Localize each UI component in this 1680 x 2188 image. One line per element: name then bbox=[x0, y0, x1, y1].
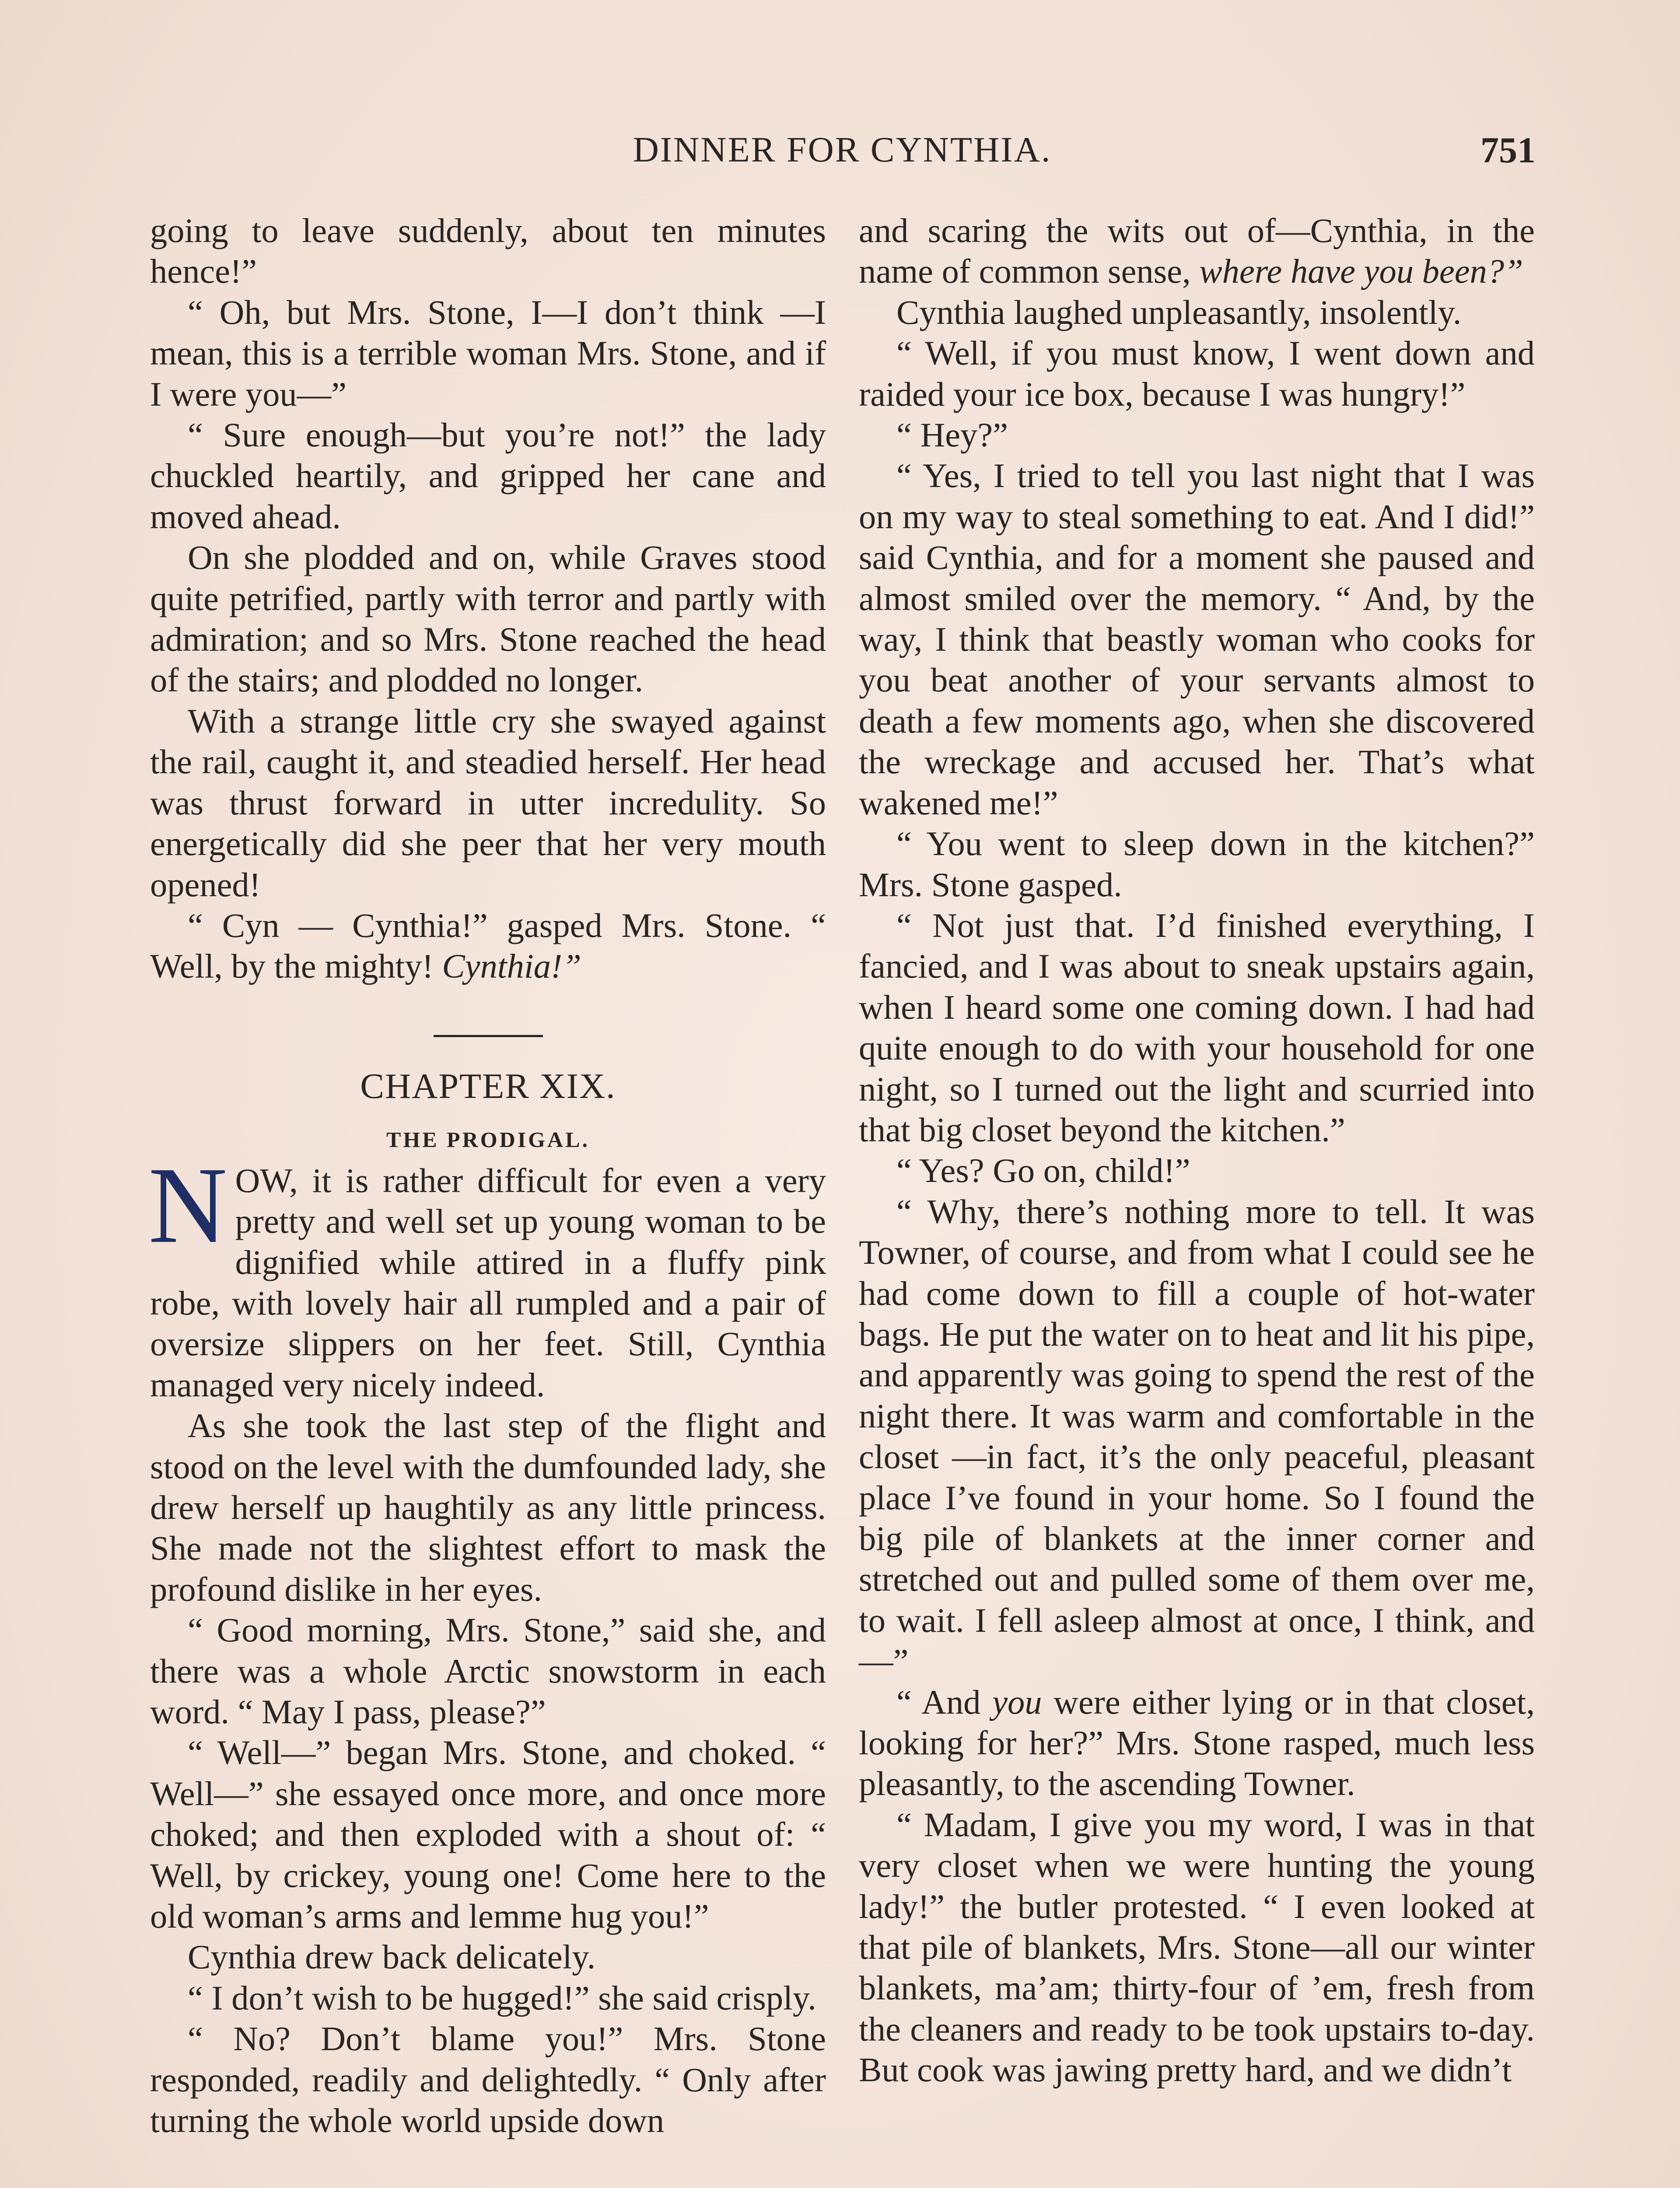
paragraph: “ Oh, but Mrs. Stone, I—I don’t think —I mean, this is a terrible woman Mrs. Stone, and if I were you—” bbox=[150, 293, 826, 413]
paragraph: “ Good morning, Mrs. Stone,” said she, and there was a whole Arctic snowstorm in each word. “ May I pass, please?” bbox=[150, 1611, 826, 1731]
running-head bbox=[149, 129, 1536, 177]
paragraph: “ Well—” began Mrs. Stone, and choked. “ Well—” she essayed once more, and once more choked; and then exploded with a shout of: “ Well, by crickey, young one! Come here to the old woman’s arms and lemme hug you!” bbox=[150, 1733, 826, 1936]
paragraph bbox=[150, 905, 826, 987]
paragraph-text: OW, it is rather difficult for even a very pretty and well set up young woman to be dignified while attired in a fluffy pink robe, with lovely hair all rumpled and a pair of oversize slippers on her feet. Still, Cynthia managed very nicely indeed. bbox=[150, 1161, 826, 1404]
chapter-subtitle: THE PRODIGAL. bbox=[386, 1127, 590, 1152]
running-title: DINNER FOR CYNTHIA. bbox=[633, 130, 1052, 169]
paragraph: Cynthia drew back delicately. bbox=[188, 1938, 596, 1976]
chapter-heading: CHAPTER XIX. bbox=[360, 1066, 616, 1106]
paragraph: “ Yes? Go on, child!” bbox=[896, 1151, 1190, 1190]
paragraph: “ Why, there’s nothing more to tell. It was Towner, of course, and from what I could see he had come down to fill a couple of hot-water bags. He put the water on to heat and lit his pipe, and apparently was going to spend the rest of the night there. It was warm and comfortable in the closet —in fact, it’s the only peaceful, pleasant place I’ve found in your home. So I found the big pile of blankets at the inner corner and stretched out and pulled some of them over me, to wait. I fell asleep almost at once, I think, and—” bbox=[859, 1192, 1535, 1680]
paragraph: “ Madam, I give you my word, I was in that very closet when we were hunting the young lady!” the butler protested. “ I even looked at that pile of blankets, Mrs. Stone—all our winter blankets, ma’am; thirty-four of ’em, fresh from the cleaners and ready to be took upstairs to-day. But cook was jawing pretty hard, and we didn’t bbox=[859, 1805, 1535, 2089]
emphasis-text: where have you been?” bbox=[1199, 252, 1523, 291]
emphasis-text: you bbox=[992, 1683, 1042, 1721]
paragraph-text: “ Cyn — Cynthia!” gasped Mrs. Stone. “ Well, by the mighty! bbox=[150, 906, 826, 985]
page-number: 751 bbox=[1480, 130, 1536, 171]
paragraph bbox=[859, 210, 1535, 292]
paragraph-text: were either lying or in that closet, looking for her?” Mrs. Stone rasped, much less pleasantly, to the ascending Towner. bbox=[859, 1683, 1535, 1803]
emphasis-text: Cynthia!” bbox=[442, 947, 581, 985]
chapter-opening-paragraph bbox=[148, 1144, 826, 1405]
paragraph: On she plodded and on, while Graves stood quite petrified, partly with terror and partly with admiration; and so Mrs. Stone reached the head of the stairs; and plodded no longer. bbox=[150, 538, 826, 699]
paragraph: “ Hey?” bbox=[896, 416, 1008, 454]
paragraph: “ Sure enough—but you’re not!” the lady chuckled heartily, and gripped her cane and moved ahead. bbox=[150, 416, 826, 536]
paragraph-text: “ And bbox=[896, 1683, 993, 1721]
right-column bbox=[859, 210, 1535, 2090]
paragraph: “ I don’t wish to be hugged!” she said crisply. bbox=[188, 1978, 816, 2017]
paragraph bbox=[859, 1682, 1535, 1804]
paragraph: “ Well, if you must know, I went down and raided your ice box, because I was hungry!” bbox=[859, 334, 1535, 413]
drop-cap: N bbox=[148, 1144, 228, 1266]
paragraph: Cynthia laughed unpleasantly, insolently. bbox=[896, 293, 1462, 331]
left-column bbox=[150, 210, 826, 2141]
paragraph: “ Yes, I tried to tell you last night that I was on my way to steal something to eat. And I did!” said Cynthia, and for a moment she paused and almost smiled over the memory. “ And, by the way, I think that beastly woman who cooks for you beat another of your servants almost to death a few moments ago, when she discovered the wreckage and accused her. That’s what wakened me!” bbox=[859, 456, 1535, 822]
chapter-divider bbox=[434, 1035, 543, 1037]
paragraph: going to leave suddenly, about ten minutes hence!” bbox=[150, 211, 826, 291]
paragraph: “ Not just that. I’d finished everything, I fancied, and I was about to sneak upstairs again, when I heard some one coming down. I had had quite enough to do with your household for one night, so I turned out the light and scurried into that big closet beyond the kitchen.” bbox=[859, 906, 1535, 1149]
paragraph-text: and scaring the wits out of—Cynthia, in the name of common sense, bbox=[859, 211, 1535, 291]
paragraph: As she took the last step of the flight and stood on the level with the dumfounded lady, she drew herself up haughtily as any little princess. She made not the slightest effort to mask the profound dislike in her eyes. bbox=[150, 1406, 826, 1608]
paragraph: With a strange little cry she swayed against the rail, caught it, and steadied herself. Her head was thrust forward in utter incredulity. So energetically did she peer that her very mouth opened! bbox=[150, 701, 826, 904]
paragraph: “ You went to sleep down in the kitchen?” Mrs. Stone gasped. bbox=[859, 824, 1535, 904]
paragraph: “ No? Don’t blame you!” Mrs. Stone responded, readily and delightedly. “ Only after turning the whole world upside down bbox=[150, 2020, 826, 2140]
